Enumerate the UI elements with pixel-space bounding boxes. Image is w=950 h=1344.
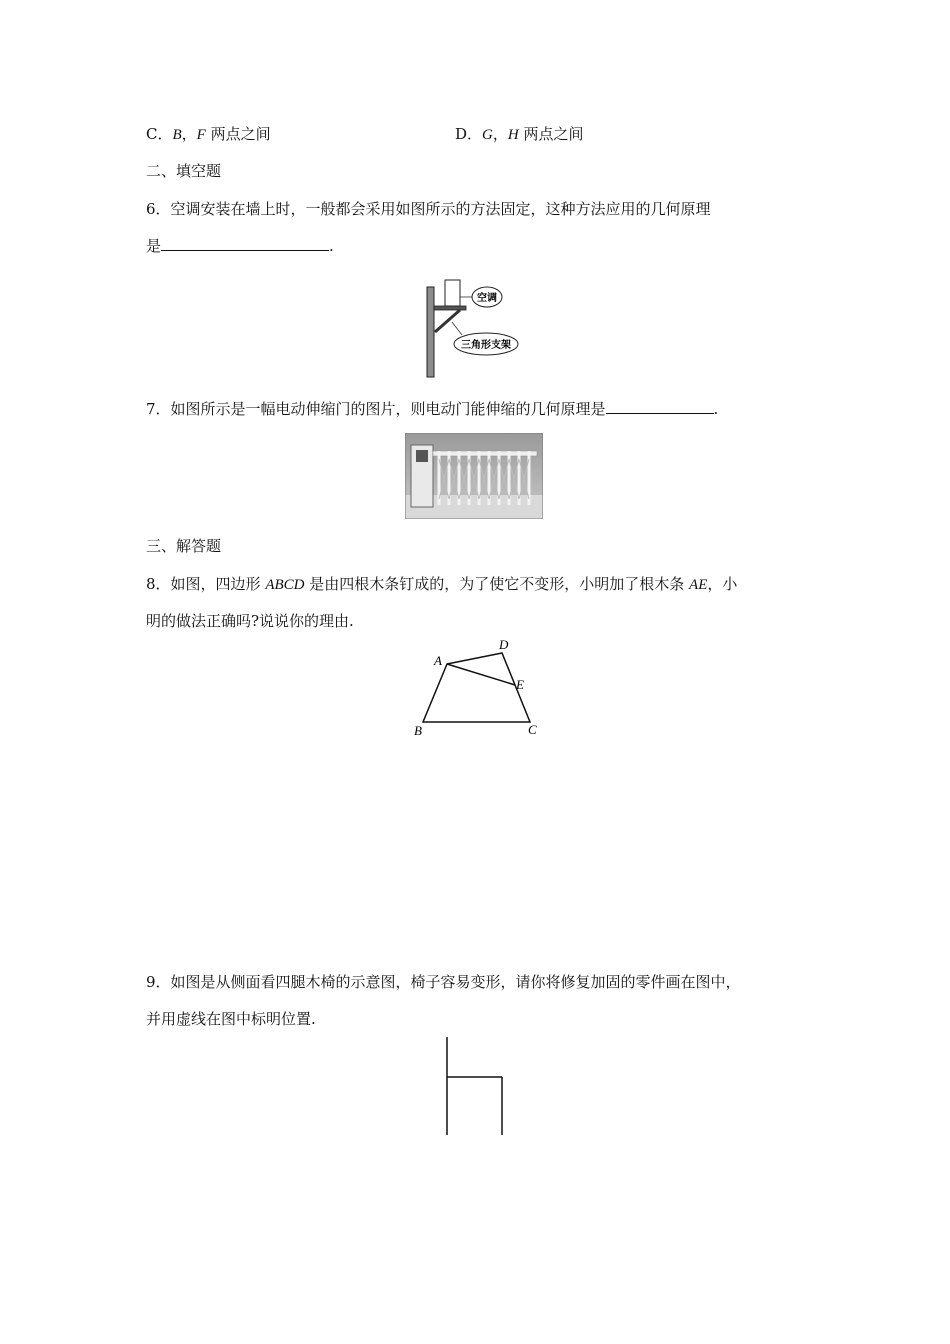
q6-line1: 6．空调安装在墙上时，一般都会采用如图所示的方法固定，这种方法应用的几何原理 (146, 200, 711, 218)
q9-line1: 9．如图是从侧面看四腿木椅的示意图，椅子容易变形，请你将修复加固的零件画在图中， (146, 973, 741, 991)
option-c-text: 两点之间 (205, 125, 271, 143)
q8-line2: 明的做法正确吗?说说你的理由. (146, 612, 354, 630)
point-b: B (172, 127, 182, 143)
option-d-label: D． (455, 125, 483, 143)
q8-line1 (146, 574, 737, 595)
q8-abcd: ABCD (265, 577, 305, 593)
label-b: B (414, 723, 422, 738)
label-c: C (528, 722, 537, 737)
wall (427, 287, 434, 377)
q6-line2 (146, 236, 334, 256)
air-conditioner-unit (445, 280, 460, 306)
q8-line1-mid: 是由四根木条钉成的，为了使它不变形，小明加了根木条 (304, 575, 690, 593)
label-d: D (499, 637, 509, 652)
point-f: F (196, 127, 206, 143)
ac-bracket-figure (420, 275, 535, 380)
option-c-label: C． (146, 125, 173, 143)
label-a: A (434, 653, 442, 668)
option-c-sep: ， (181, 125, 197, 143)
option-c (146, 124, 271, 145)
q9-line2: 并用虚线在图中标明位置. (146, 1010, 316, 1028)
bracket-shelf (434, 306, 466, 310)
q6-answer-blank[interactable] (161, 236, 329, 251)
section-answer-title: 三、解答题 (146, 537, 222, 555)
option-d-text: 两点之间 (518, 125, 584, 143)
option-d-sep: ， (492, 125, 508, 143)
q8-line1-post: ，小 (707, 575, 738, 593)
q6-line2-pre: 是 (146, 237, 162, 255)
gate-screen (416, 450, 428, 462)
q7-line (146, 399, 718, 419)
q8-line1-pre: 8．如图，四边形 (146, 575, 266, 593)
bracket-callout-label: 三角形支架 (461, 340, 511, 351)
section-fill-blank-title: 二、填空题 (146, 162, 222, 180)
label-e: E (516, 677, 524, 692)
point-h: H (507, 127, 519, 143)
point-g: G (482, 127, 493, 143)
q7-answer-blank[interactable] (606, 399, 714, 414)
q7-text: 7．如图所示是一幅电动伸缩门的图片，则电动门能伸缩的几何原理是 (146, 400, 606, 418)
quadrilateral-figure (405, 633, 550, 741)
segment-ae (447, 664, 515, 685)
q7-end: . (713, 400, 719, 418)
retractable-gate-photo (405, 433, 543, 519)
q8-ae: AE (689, 577, 708, 593)
chair-side-figure (440, 1035, 510, 1140)
q6-line2-post: . (329, 237, 334, 255)
ac-callout-label: 空调 (477, 293, 497, 304)
bracket-diagonal (435, 310, 460, 332)
option-d (455, 124, 584, 145)
